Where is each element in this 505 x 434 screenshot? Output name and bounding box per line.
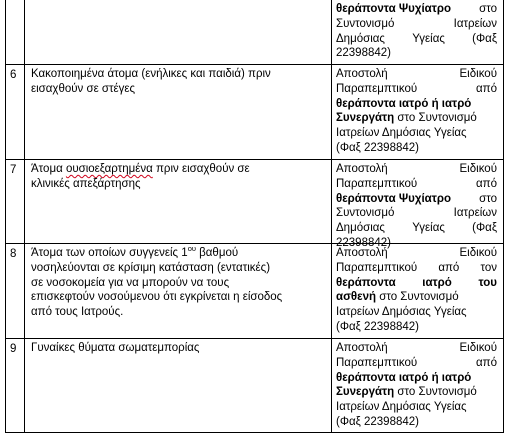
description-text: Άτομα ουσιοεξαρτημένα πριν εισαχθούν σε κλινικές απεξάρτησης: [31, 163, 250, 190]
row-number-cell: [6, 244, 25, 338]
action-cell: [332, 0, 503, 64]
description-cell: [25, 160, 332, 243]
action-cell: [332, 339, 503, 432]
description-cell: [25, 65, 332, 159]
table-row: [6, 65, 503, 160]
row-number: 9: [10, 343, 17, 355]
action-bold-text: θεράποντα Ψυχίατρο: [336, 3, 451, 15]
action-bold-text: Συνεργάτη: [336, 386, 395, 399]
action-text: Αποστολή Ειδικού Παραπεμπτικού από τον θεράποντα ιατρό του ασθενή στο Συντονισμό Ιατρείων Δημόσιας Υγείας (Φαξ 22398842): [336, 247, 497, 333]
action-text: θεράποντα Ψυχίατρο στο Συντονισμό Ιατρείων Δημόσιας Υγείας (Φαξ 22398842): [336, 3, 497, 60]
row-number-cell: [6, 339, 25, 432]
table-row: [6, 0, 503, 65]
description-text: Κακοποιημένα άτομα (ενήλικες και παιδιά) πριν εισαχθούν σε στέγες: [31, 68, 271, 95]
description-cell: [25, 244, 332, 338]
action-text: Αποστολή Ειδικού Παραπεμπτικού από θεράποντα ιατρό ή ιατρό Συνεργάτη στο Συντονισμό Ιατρείων Δημόσιας Υγείας (Φαξ 22398842): [336, 68, 497, 154]
row-number: 8: [10, 248, 17, 260]
action-bold-text: Συνεργάτη: [336, 112, 395, 125]
action-bold-text: ασθενή: [336, 291, 377, 304]
action-bold-text: θεράποντα: [336, 276, 396, 289]
action-cell: [332, 160, 503, 249]
description-text: Άτομα των οποίων συγγενείς $1^{o\upsilon}$ βαθμού νοσηλεύονται σε κρίσιμη κατάσταση (εντατικές) σε νοσοκομεία για να μπορούν να τους επισκεφτούν νοσούμενου ότι εγκρίνεται η είσοδος από τους Ιατρούς.: [31, 244, 283, 319]
action-text: Αποστολή Ειδικού Παραπεμπτικού από θεράποντα Ψυχίατρο στο Συντονισμό Ιατρείων Δημόσιας Υγείας (Φαξ 22398842): [336, 163, 497, 249]
description-text: Γυναίκες θύματα σωματεμπορίας: [31, 342, 200, 354]
row-number: 7: [10, 164, 17, 176]
action-text: Αποστολή Ειδικού Παραπεμπτικού από θεράποντα ιατρό ή ιατρό Συνεργάτη στο Συντονισμό Ιατρείων Δημόσιας Υγείας (Φαξ 22398842): [336, 342, 497, 428]
table-row: [6, 244, 503, 339]
row-number: 6: [10, 69, 17, 81]
ordinal-superscript: ου: [187, 244, 196, 254]
description-cell: [25, 0, 332, 64]
row-number-cell: [6, 160, 25, 243]
row-number-cell: [6, 0, 25, 64]
action-cell: [332, 244, 503, 338]
action-bold-text: θεράποντα ιατρό ή ιατρό: [336, 97, 472, 110]
action-cell: [332, 65, 503, 159]
action-bold-text: θεράποντα Ψυχίατρο: [336, 192, 451, 205]
description-cell: [25, 339, 332, 432]
table-row: [6, 339, 503, 433]
spellcheck-underlined-word: ουσιοεξαρτημένα: [65, 163, 153, 175]
table-row: [6, 160, 503, 249]
referral-table: [5, 0, 504, 433]
row-number-cell: [6, 65, 25, 159]
action-bold-text: θεράποντα ιατρό ή ιατρό: [336, 371, 472, 384]
